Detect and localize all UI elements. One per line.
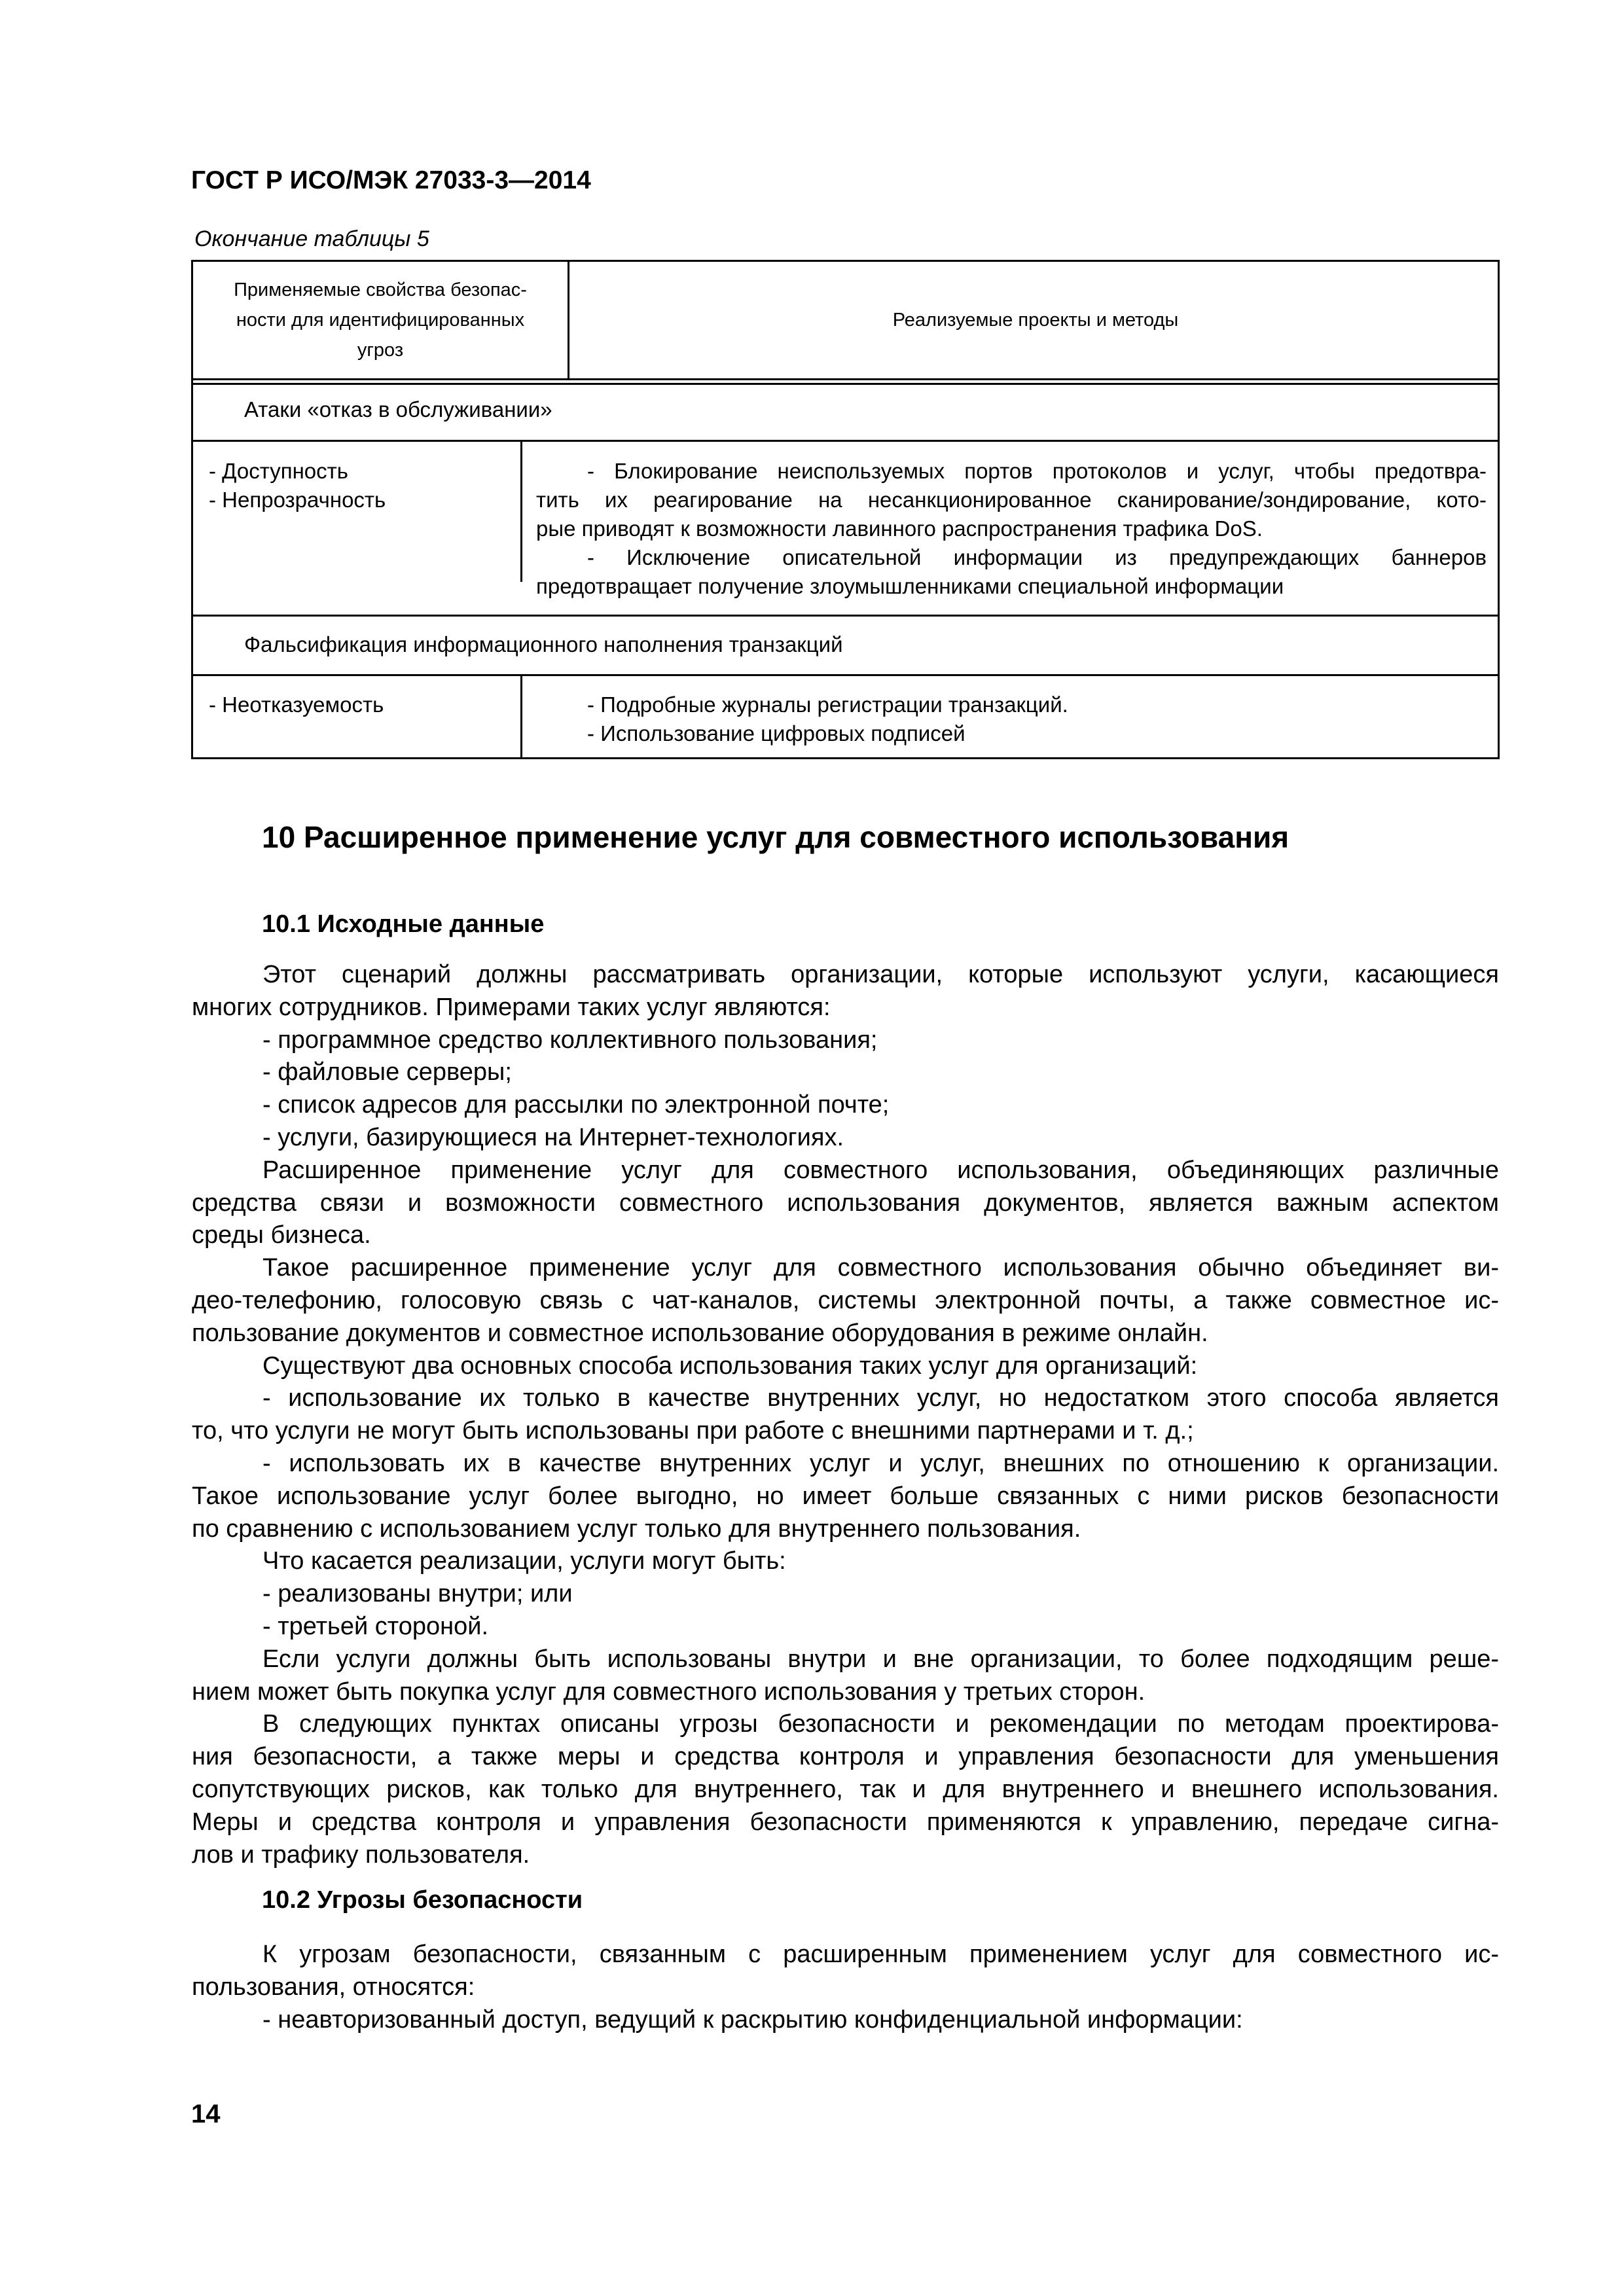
paragraph-line: нием может быть покупка услуг для совместного использования у третьих сторон. [192, 1677, 1146, 1706]
section-heading: 10 Расширенное применение услуг для совместного использования [262, 820, 1290, 854]
threats-table [191, 260, 1500, 759]
page-number: 14 [191, 2100, 221, 2128]
list-item: - реализованы внутри; или [262, 1580, 573, 1608]
paragraph-line: пользование документов и совместное использование оборудования в режиме онлайн. [192, 1319, 1208, 1347]
table-divider [193, 383, 1498, 385]
paragraph-line: - использование их только в качестве внутренних услуг, но недостатком этого способа является [262, 1384, 1499, 1412]
table-divider [193, 378, 1498, 380]
cell-line: рые приводят к возможности лавинного распространения трафика DoS. [536, 516, 1263, 541]
cell-line: - Подробные журналы регистрации транзакций. [587, 692, 1068, 717]
cell-line: тить их реагирование на несанкционированное сканирование/зондирование, кото- [536, 488, 1487, 512]
paragraph-line: Расширенное применение услуг для совместного использования, объединяющих различные [262, 1156, 1499, 1184]
section-body [192, 1939, 1499, 2036]
table-cell-methods [536, 457, 1487, 601]
table-divider [193, 440, 1498, 442]
paragraph-line: средства связи и возможности совместного использования документов, является важным аспектом [192, 1189, 1499, 1217]
cell-line: - Исключение описательной информации из предупреждающих баннеров [587, 545, 1487, 569]
paragraph-line: Меры и средства контроля и управления безопасности применяются к управлению, передаче сигна- [192, 1808, 1499, 1836]
table-divider [193, 674, 1498, 676]
paragraph-line: Такое использование услуг более выгодно, но имеет больше связанных с ними рисков безопасности [192, 1482, 1499, 1510]
table-cell-properties [209, 691, 516, 719]
paragraph-line: пользования, относятся: [192, 1973, 475, 2001]
paragraph-line: среды бизнеса. [192, 1221, 371, 1249]
subsection-heading: 10.1 Исходные данные [262, 910, 545, 938]
table-divider [520, 440, 522, 582]
paragraph-line: Что касается реализации, услуги могут быть: [262, 1547, 786, 1575]
cell-line: - Доступность [209, 459, 348, 483]
paragraph-line: по сравнению с использованием услуг только для внутреннего пользования. [192, 1515, 1081, 1543]
list-item: - третьей стороной. [262, 1612, 489, 1640]
header-line: угроз [357, 340, 404, 361]
paragraph-line: - использовать их в качестве внутренних услуг и услуг, внешних по отношению к организации. [262, 1449, 1499, 1477]
paragraph-line: Такое расширенное применение услуг для совместного использования обычно объединяет ви- [262, 1254, 1499, 1282]
paragraph-line: сопутствующих рисков, как только для внутреннего, так и для внутреннего и внешнего использования. [192, 1775, 1499, 1803]
paragraph-line: Если услуги должны быть использованы внутри и вне организации, то более подходящим реше- [262, 1645, 1499, 1673]
paragraph-line: Существуют два основных способа использования таких услуг для организаций: [262, 1352, 1198, 1380]
cell-line: - Непрозрачность [209, 488, 386, 512]
paragraph-line: Этот сценарий должны рассматривать организации, которые используют услуги, касающиеся [262, 961, 1499, 988]
table-divider [520, 674, 522, 759]
paragraph-line: многих сотрудников. Примерами таких услуг являются: [192, 993, 831, 1021]
table-header-methods: Реализуемые проекты и методы [892, 310, 1179, 331]
header-line: Применяемые свойства безопас- [234, 279, 527, 300]
table-divider [193, 615, 1498, 617]
subsection-heading: 10.2 Угрозы безопасности [262, 1886, 583, 1914]
cell-line: - Неотказуемость [209, 692, 384, 717]
cell-line: - Использование цифровых подписей [587, 721, 965, 745]
paragraph-line: ния безопасности, а также меры и средства контроля и управления безопасности для уменьшения [192, 1743, 1499, 1771]
table-divider [568, 262, 569, 378]
list-item: - файловые серверы; [262, 1058, 512, 1086]
list-item: - список адресов для рассылки по электронной почте; [262, 1091, 890, 1119]
section-body [192, 959, 1499, 1871]
table-header-properties [193, 262, 568, 378]
list-item: - неавторизованный доступ, ведущий к раскрытию конфиденциальной информации: [262, 2005, 1243, 2034]
list-item: - услуги, базирующиеся на Интернет-технологиях. [262, 1123, 844, 1151]
paragraph-line: лов и трафику пользователя. [192, 1840, 530, 1869]
cell-line: - Блокирование неиспользуемых портов протоколов и услуг, чтобы предотвра- [587, 459, 1487, 483]
cell-line: предотвращает получение злоумышленниками специальной информации [536, 574, 1284, 598]
paragraph-line: то, что услуги не могут быть использованы при работе с внешними партнерами и т. д.; [192, 1417, 1194, 1445]
paragraph-line: К угрозам безопасности, связанным с расширенным применением услуг для совместного ис- [262, 1941, 1499, 1968]
table-group-title: Атаки «отказ в обслуживании» [244, 397, 552, 422]
paragraph-line: део-телефонию, голосовую связь с чат-каналов, системы электронной почты, а также совместное ис- [192, 1286, 1499, 1314]
paragraph-line: В следующих пунктах описаны угрозы безопасности и рекомендации по методам проектирова- [262, 1710, 1499, 1738]
document-code: ГОСТ Р ИСО/МЭК 27033-3—2014 [191, 166, 591, 194]
table-caption: Окончание таблицы 5 [194, 226, 429, 251]
table-group-title: Фальсификация информационного наполнения транзакций [244, 632, 843, 656]
table-cell-properties [209, 457, 516, 514]
table-cell-methods [536, 691, 1487, 748]
list-item: - программное средство коллективного пользования; [262, 1026, 878, 1054]
header-line: ности для идентифицированных [236, 310, 525, 331]
